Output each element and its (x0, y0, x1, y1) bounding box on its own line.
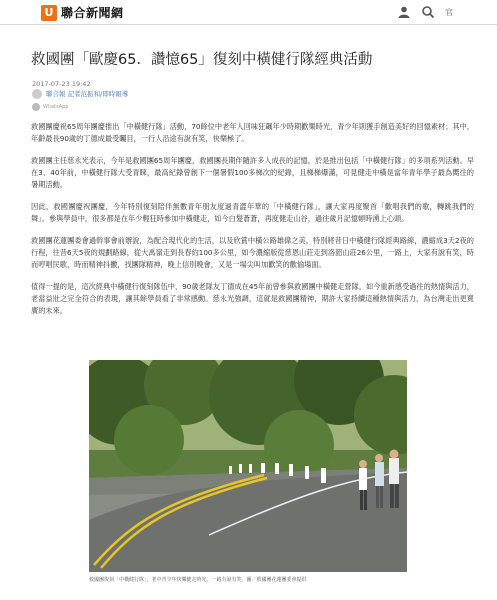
menu-label[interactable]: 官 (445, 7, 453, 17)
article-paragraph: 值得一提的是，這次經典中橫健行復刻隊伍中，90歲老隊友丁德成在45年前曾參與救國團中橫健走營隊，如今重新感受過往的熱情與活力，老當益壯之完全符合的表現，讓其餘學員看了非常感動。慈永光強調，這就是救國團精神，期許大家持續這種熱情與活力，為台灣走出更寬廣的未來。 (31, 282, 474, 315)
article-paragraph: 救國團主任慈永光表示，今年是救國團65周年團慶，救國團長期伴隨許多人成長的記憶，於是推出包括「中橫健行隊」的多項系列活動。早在3、40年前，中橫健行隊大受青睞，最高紀錄曾創下一個暑假100多梯次的紀錄，且梯梯爆滿，可見健走中橫是當年青年學子最為嚮往的暑期活動。 (31, 156, 474, 189)
publish-time: 2017-07-23 19:42 (32, 80, 91, 88)
whatsapp-icon (32, 103, 40, 111)
article-title: 救國團「歐慶65．讚憶65」復刻中橫健行隊經典活動 (31, 52, 373, 68)
photo-caption: 救國團復刻「中橫健行隊」，老中青少年快樂健走時光，一路有說有笑。圖／救國團花蓮團委會提供 (89, 577, 307, 583)
article-paragraph: 因此，救國團慶祝團慶，今年特別復刻陪伴無數青年朋友度過青澀年華的「中橫健行隊」，讓大家再度聚首「歡唱我們的歌，轉跳我們的舞」。參與學員中，很多都是在年少輕狂時參加中橫健走，如今白髮蒼蒼，再度健走山谷，過往歲月記憶頓時湧上心頭。 (31, 202, 474, 223)
site-header (0, 0, 497, 25)
share-label: WhatsApp (43, 104, 69, 110)
article-paragraph: 救國團花蓮團委會過幹事會前辦說，為配合現代化的生活，以及欣賞中橫公路雄偉之美，特別將昔日中橫健行隊經典路線，濃縮成3天2夜的行程，往昔6天5夜的規劃路線，從大禹嶺走到長春約100多公里，如今濃縮版從慈恩山莊走到洛韶山莊26公里，一路上，大家有說有笑，時而哼唱民歌，時而精神抖擻，找團隊精神，晚上信別晚會，又是一場尖叫加歡笑的歡愉場面。 (31, 236, 474, 269)
article-meta (32, 79, 128, 99)
hiking-road-photo (89, 360, 407, 572)
search-icon[interactable] (421, 5, 435, 19)
site-logo[interactable] (41, 4, 124, 21)
article-paragraph: 救國團慶祝65周年團慶推出「中橫健行隊」活動，70餘位中老年人回味狂飆年少時期歡樂時光，青少年則獲手創造美好的回憶素材；其中，年齡最長90歲的丁德成最受矚目，一行人沿途有說有笑，快樂極了。 (31, 122, 474, 143)
article-body (31, 121, 474, 327)
author-row (32, 89, 128, 99)
site-name: 聯合新聞網 (61, 6, 124, 20)
user-icon[interactable] (397, 5, 411, 19)
share-bar[interactable] (32, 103, 69, 111)
header-actions (397, 5, 453, 19)
author-link[interactable]: 聯合報 記者范振和/即時報導 (46, 90, 129, 98)
avatar (32, 89, 42, 99)
article-photo (89, 360, 407, 572)
logo-mark: U (41, 5, 57, 21)
